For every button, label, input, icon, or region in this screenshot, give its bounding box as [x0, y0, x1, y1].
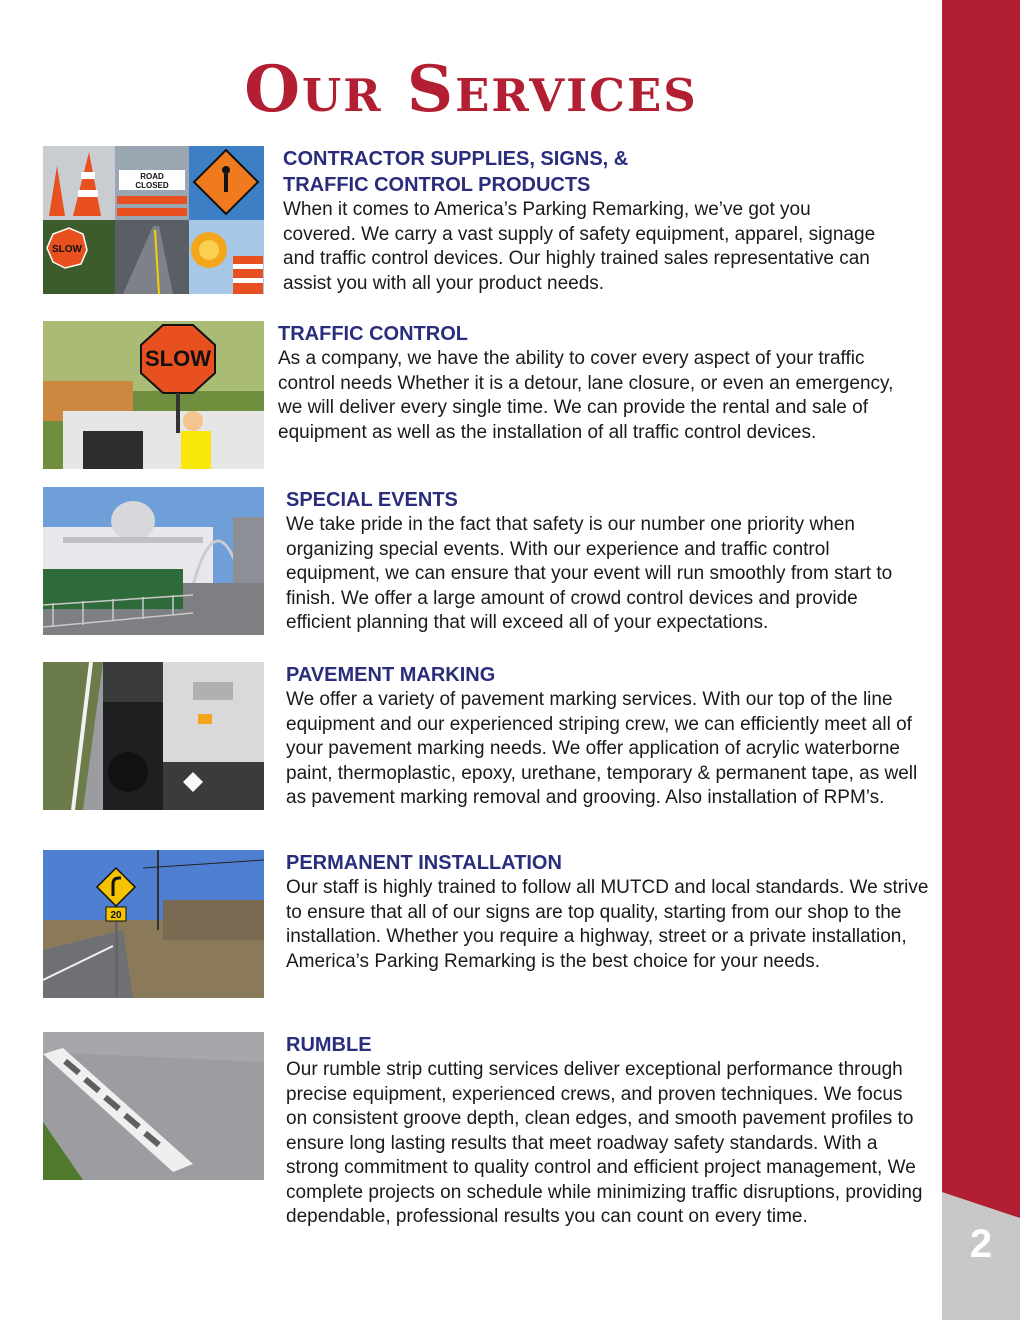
rumble-strip-photo: [43, 1032, 264, 1180]
service-heading: SPECIAL EVENTS: [286, 489, 458, 511]
service-heading: PERMANENT INSTALLATION: [286, 852, 562, 874]
service-heading: CONTRACTOR SUPPLIES, SIGNS, & TRAFFIC CONTROL PRODUCTS: [283, 148, 629, 196]
pavement-marking-image: [43, 662, 264, 810]
special-events-photo: [43, 487, 264, 635]
page-title: Our Services: [244, 52, 698, 127]
service-description: Our rumble strip cutting services deliver exceptional performance through precise equipment, experienced crews, and proven techniques. We focus on consistent groove depth, clean edges, and smooth pavement profiles to ensure long lasting results that meet roadway safety standards. With a strong commitment to quality control and efficient project management, We complete projects on schedule while minimizing traffic disruptions, providing dependable, professional results you can count on every time.: [286, 1059, 923, 1227]
contractor-supplies-text: [283, 146, 883, 296]
traffic-control-photo: [43, 321, 264, 469]
svg-text:CLOSED: CLOSED: [135, 181, 169, 190]
page-number: 2: [969, 1222, 993, 1266]
svg-text:SLOW: SLOW: [52, 244, 82, 255]
pavement-marking-text: [286, 662, 926, 811]
rumble-image: [43, 1032, 264, 1180]
service-description: As a company, we have the ability to cover every aspect of your traffic control needs Whether it is a detour, lane closure, or even an emergency, we will deliver every single time. We can provide the rental and sale of equipment as well as the installation of all traffic control devices.: [278, 348, 894, 443]
road-closed-label: ROAD: [140, 172, 164, 181]
contractor-collage: [43, 146, 264, 294]
service-description: We take pride in the fact that safety is our number one priority when organizing special events. With our experience and traffic control equipment, we can ensure that your event will run smoothly from start to finish. We offer a large amount of crowd control devices and provide efficient planning that will exceed all of your expectations.: [286, 514, 893, 633]
special-events-image: [43, 487, 264, 635]
pavement-marking-photo: [43, 662, 264, 810]
sidebar-gray-corner: [942, 0, 1020, 1320]
service-description: When it comes to America’s Parking Remarking, we’ve got you covered. We carry a vast supply of safety equipment, apparel, signage and traffic control devices. Our highly trained sales representative can assist you with all your product needs.: [283, 199, 876, 294]
service-heading: RUMBLE: [286, 1034, 372, 1056]
service-heading: PAVEMENT MARKING: [286, 664, 496, 686]
permanent-installation-image: [43, 850, 264, 998]
traffic-control-text: [278, 321, 898, 445]
permanent-installation-text: [286, 850, 936, 974]
service-description: We offer a variety of pavement marking services. With our top of the line equipment and our experienced striping crew, we can efficiently meet all of your pavement marking needs. We offer application of acrylic waterborne paint, thermoplastic, epoxy, urethane, temporary & permanent tape, as well as pavement marking removal and grooving. Also installation of RPM’s.: [286, 689, 918, 808]
svg-text:20: 20: [110, 910, 122, 921]
special-events-text: [286, 487, 926, 636]
rumble-text: [286, 1032, 926, 1230]
service-heading: TRAFFIC CONTROL: [278, 323, 468, 345]
contractor-supplies-image: [43, 146, 264, 294]
permanent-installation-photo: [43, 850, 264, 998]
svg-text:SLOW: SLOW: [145, 346, 211, 371]
service-description: Our staff is highly trained to follow all MUTCD and local standards. We strive to ensure that all of our signs are top quality, starting from our shop to the installation. Whether you require a highway, street or a private installation, America’s Parking Remarking is the best choice for your needs.: [286, 877, 929, 972]
traffic-control-image: [43, 321, 264, 469]
